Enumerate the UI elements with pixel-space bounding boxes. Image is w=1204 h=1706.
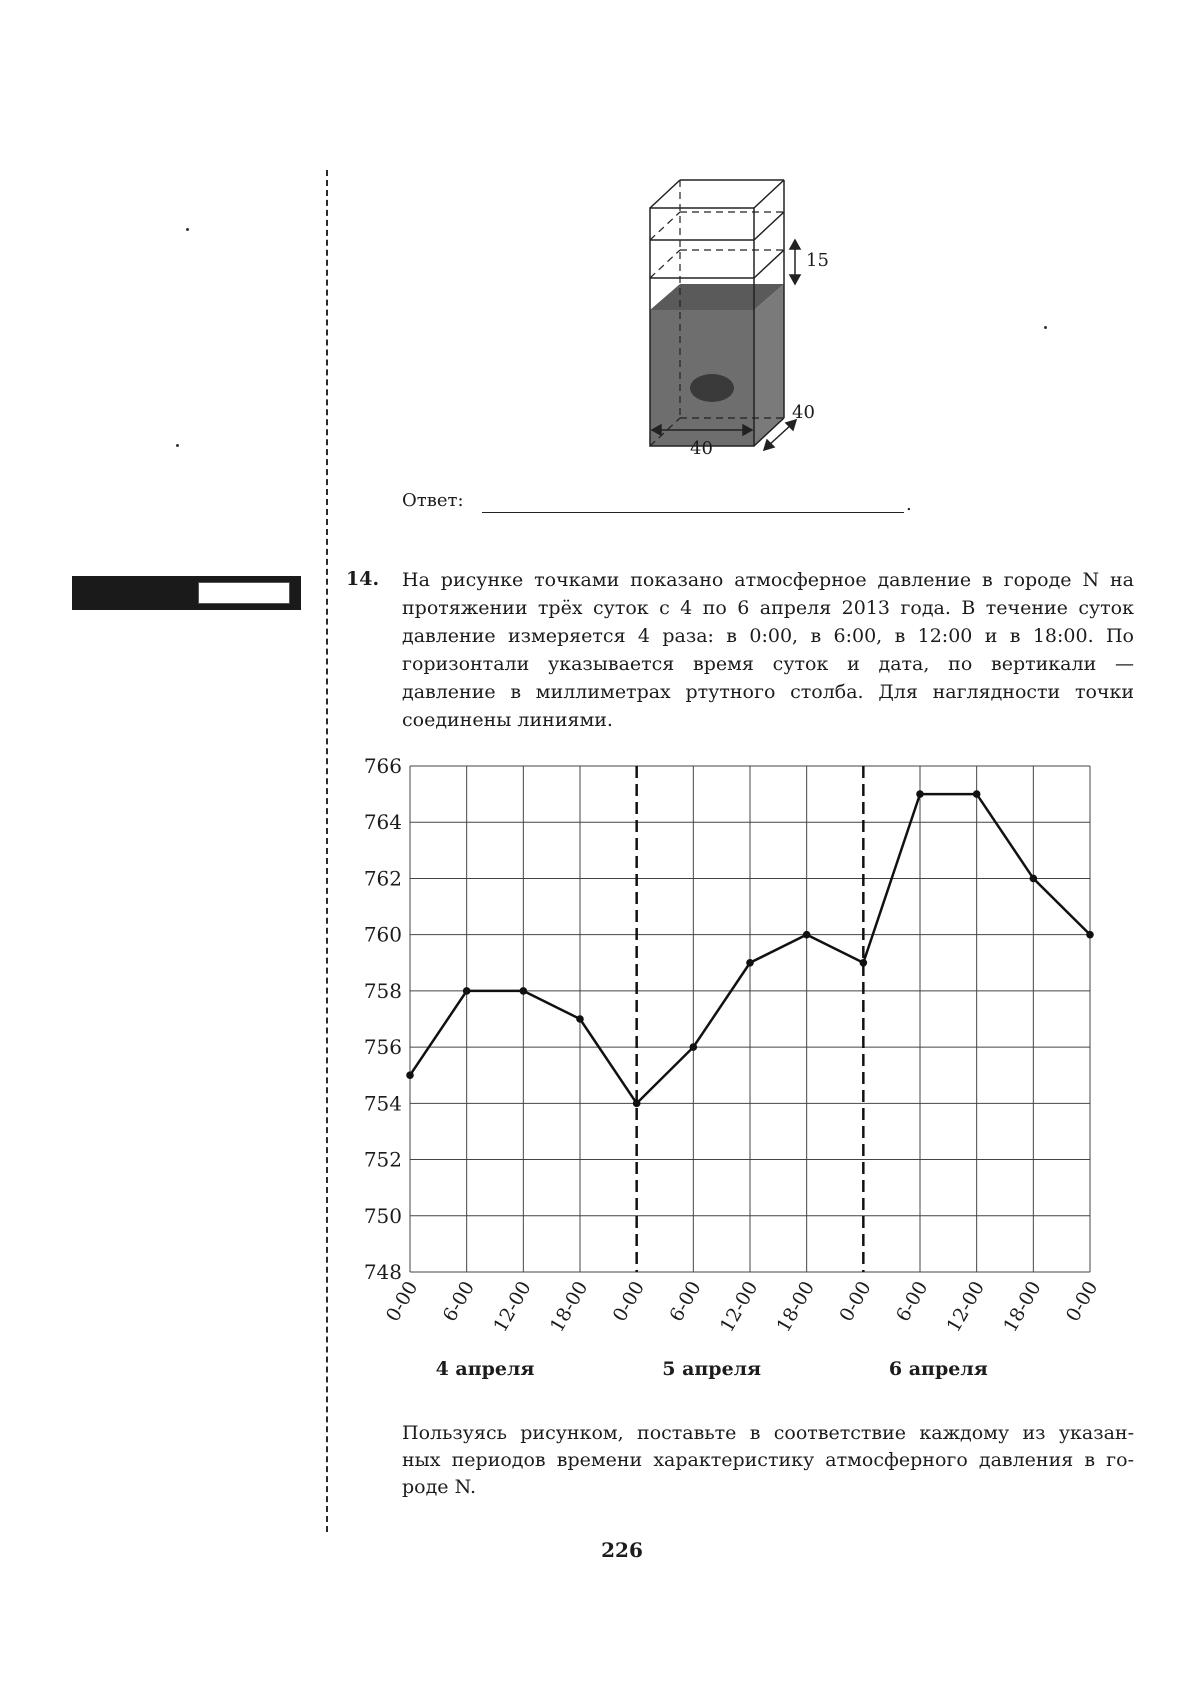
y-tick-label: 754	[363, 1091, 402, 1116]
data-point	[746, 959, 754, 967]
y-tick-label: 750	[363, 1203, 402, 1228]
data-point	[463, 987, 471, 995]
data-point	[973, 790, 981, 798]
scan-speck	[186, 228, 189, 231]
task-line: протяжении трёх суток с 4 по 6 апреля 2013 года. В течение суток	[402, 597, 1134, 619]
x-tick-label: 18-00	[999, 1277, 1046, 1336]
scan-speck	[1044, 326, 1047, 329]
y-tick-label: 760	[363, 922, 402, 947]
task-line: давление в миллиметрах ртутного столба. Для наглядности точки	[402, 681, 1134, 703]
x-tick-label: 12-00	[942, 1277, 989, 1336]
y-tick-label: 758	[363, 978, 402, 1003]
x-tick-label: 12-00	[715, 1277, 763, 1336]
data-point	[520, 987, 528, 995]
scan-speck	[176, 444, 179, 447]
depth-label: 40	[792, 402, 815, 423]
width-label: 40	[690, 438, 713, 459]
day-label: 6 апреля	[888, 1358, 988, 1380]
y-tick-label: 756	[363, 1035, 402, 1060]
data-point	[576, 1015, 584, 1023]
data-point	[406, 1071, 414, 1079]
x-tick-label: 0-00	[1061, 1277, 1103, 1326]
page-number: 226	[601, 1538, 643, 1562]
data-point	[916, 790, 924, 798]
x-tick-label: 0-00	[381, 1277, 423, 1326]
y-tick-label: 752	[363, 1147, 402, 1172]
data-point	[1030, 875, 1038, 883]
day-label: 5 апреля	[662, 1358, 762, 1380]
y-tick-label: 764	[363, 810, 402, 835]
task-line: давление измеряется 4 раза: в 0:00, в 6:00, в 12:00 и в 18:00. По	[402, 625, 1134, 647]
x-tick-label: 0-00	[835, 1277, 876, 1326]
follow-line: Пользуясь рисунком, поставьте в соответствие каждому из указан-	[402, 1422, 1134, 1444]
y-tick-label: 748	[363, 1260, 402, 1284]
x-tick-label: 12-00	[489, 1277, 536, 1336]
task-line: горизонтали указывается время суток и дата, по вертикали —	[402, 653, 1134, 675]
day-label: 4 апреля	[435, 1358, 535, 1380]
x-tick-label: 18-00	[545, 1277, 593, 1336]
y-tick-label: 762	[363, 866, 402, 891]
x-tick-label: 6-00	[665, 1277, 706, 1326]
data-point	[633, 1100, 641, 1108]
x-tick-label: 6-00	[438, 1277, 479, 1326]
x-tick-label: 0-00	[608, 1277, 649, 1326]
task-line: соединены линиями.	[402, 709, 613, 731]
answer-end-dot: .	[906, 494, 912, 515]
x-tick-label: 6-00	[891, 1277, 933, 1326]
x-tick-label: 18-00	[772, 1277, 819, 1336]
data-point	[1086, 931, 1094, 939]
task-number: 14.	[346, 568, 380, 590]
height-label: 15	[806, 250, 829, 271]
follow-line: роде N.	[402, 1476, 477, 1498]
follow-text	[402, 1420, 1134, 1501]
data-point	[690, 1043, 698, 1051]
y-tick-label: 766	[363, 754, 402, 778]
answer-label: Ответ:	[402, 490, 464, 511]
data-point	[860, 959, 868, 967]
follow-line: ных периодов времени характеристику атмосферного давления в го-	[402, 1449, 1134, 1471]
task-line: На рисунке точками показано атмосферное давление в городе N на	[402, 569, 1134, 591]
data-point	[803, 931, 811, 939]
